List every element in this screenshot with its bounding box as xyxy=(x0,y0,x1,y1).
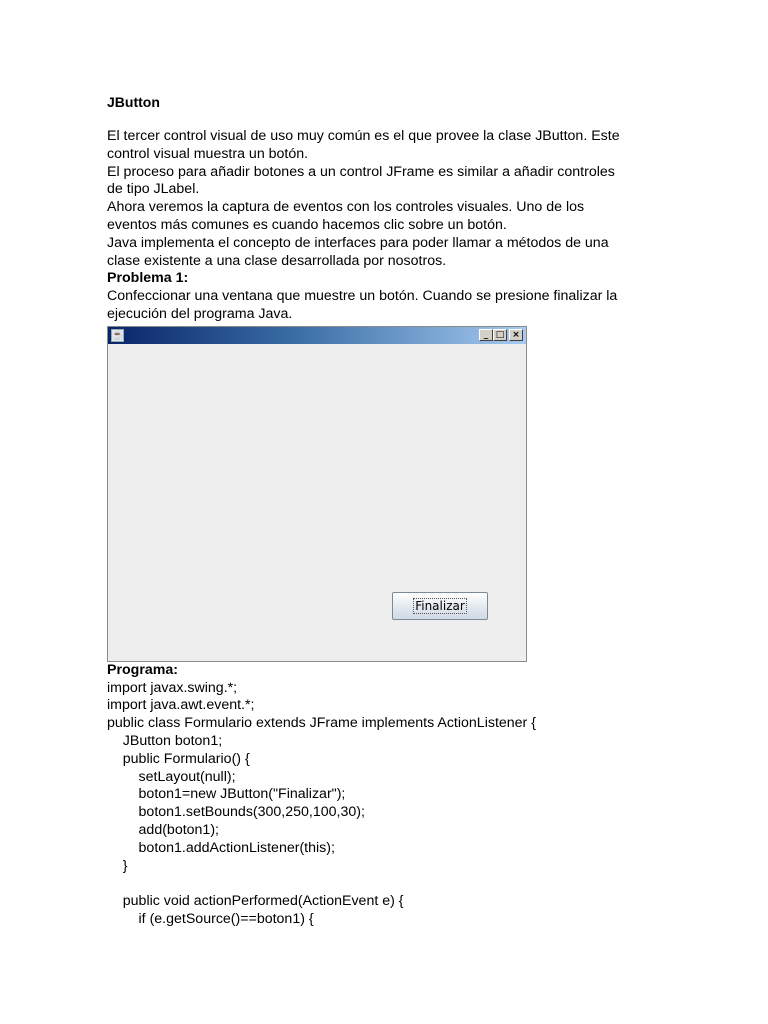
minimize-icon[interactable]: _ xyxy=(479,329,493,341)
finalizar-button-label: Finalizar xyxy=(415,598,465,613)
paragraph-line: Java implementa el concepto de interfaces para poder llamar a métodos de una xyxy=(107,234,609,251)
code-line: public Formulario() { xyxy=(107,750,250,767)
code-line: setLayout(null); xyxy=(107,768,236,785)
java-cup-icon: ☕ xyxy=(112,329,124,340)
document-page xyxy=(107,94,667,929)
close-icon[interactable]: × xyxy=(509,329,523,341)
problem-text-line: ejecución del programa Java. xyxy=(107,305,293,322)
paragraph-line: El proceso para añadir botones a un control JFrame es similar a añadir controles xyxy=(107,163,615,180)
paragraph-line: eventos más comunes es cuando hacemos clic sobre un botón. xyxy=(107,216,507,233)
paragraph-line: El tercer control visual de uso muy común es el que provee la clase JButton. Este xyxy=(107,128,620,144)
code-line xyxy=(107,875,667,893)
code-line: boton1.addActionListener(this); xyxy=(107,839,335,856)
maximize-icon[interactable]: □ xyxy=(493,329,507,341)
java-window-screenshot xyxy=(107,326,527,662)
code-line: import java.awt.event.*; xyxy=(107,697,255,714)
code-line: boton1.setBounds(300,250,100,30); xyxy=(107,804,365,821)
paragraph-line: Ahora veremos la captura de eventos con los controles visuales. Uno de los xyxy=(107,199,585,216)
paragraph-line: clase existente a una clase desarrollada por nosotros. xyxy=(107,252,447,269)
code-line: } xyxy=(107,857,128,874)
page-title: JButton xyxy=(107,94,160,110)
code-line: JButton boton1; xyxy=(107,732,223,749)
code-line: public class Formulario extends JFrame implements ActionListener { xyxy=(107,715,536,732)
problem-text-line: Confeccionar una ventana que muestre un botón. Cuando se presione finalizar la xyxy=(107,288,618,305)
code-line: public void actionPerformed(ActionEvent e) { xyxy=(107,893,404,910)
window-title-bar xyxy=(108,327,526,344)
program-heading: Programa: xyxy=(107,661,178,678)
window-content xyxy=(108,344,526,661)
code-line: add(boton1); xyxy=(107,821,219,838)
finalizar-button[interactable] xyxy=(392,592,488,620)
problem-heading: Problema 1: xyxy=(107,270,189,287)
code-line: if (e.getSource()==boton1) { xyxy=(107,910,314,927)
code-line: boton1=new JButton("Finalizar"); xyxy=(107,786,346,803)
paragraph-line: control visual muestra un botón. xyxy=(107,145,309,162)
code-line: import javax.swing.*; xyxy=(107,679,238,696)
window-controls xyxy=(479,329,523,341)
paragraph-line: de tipo JLabel. xyxy=(107,181,200,198)
